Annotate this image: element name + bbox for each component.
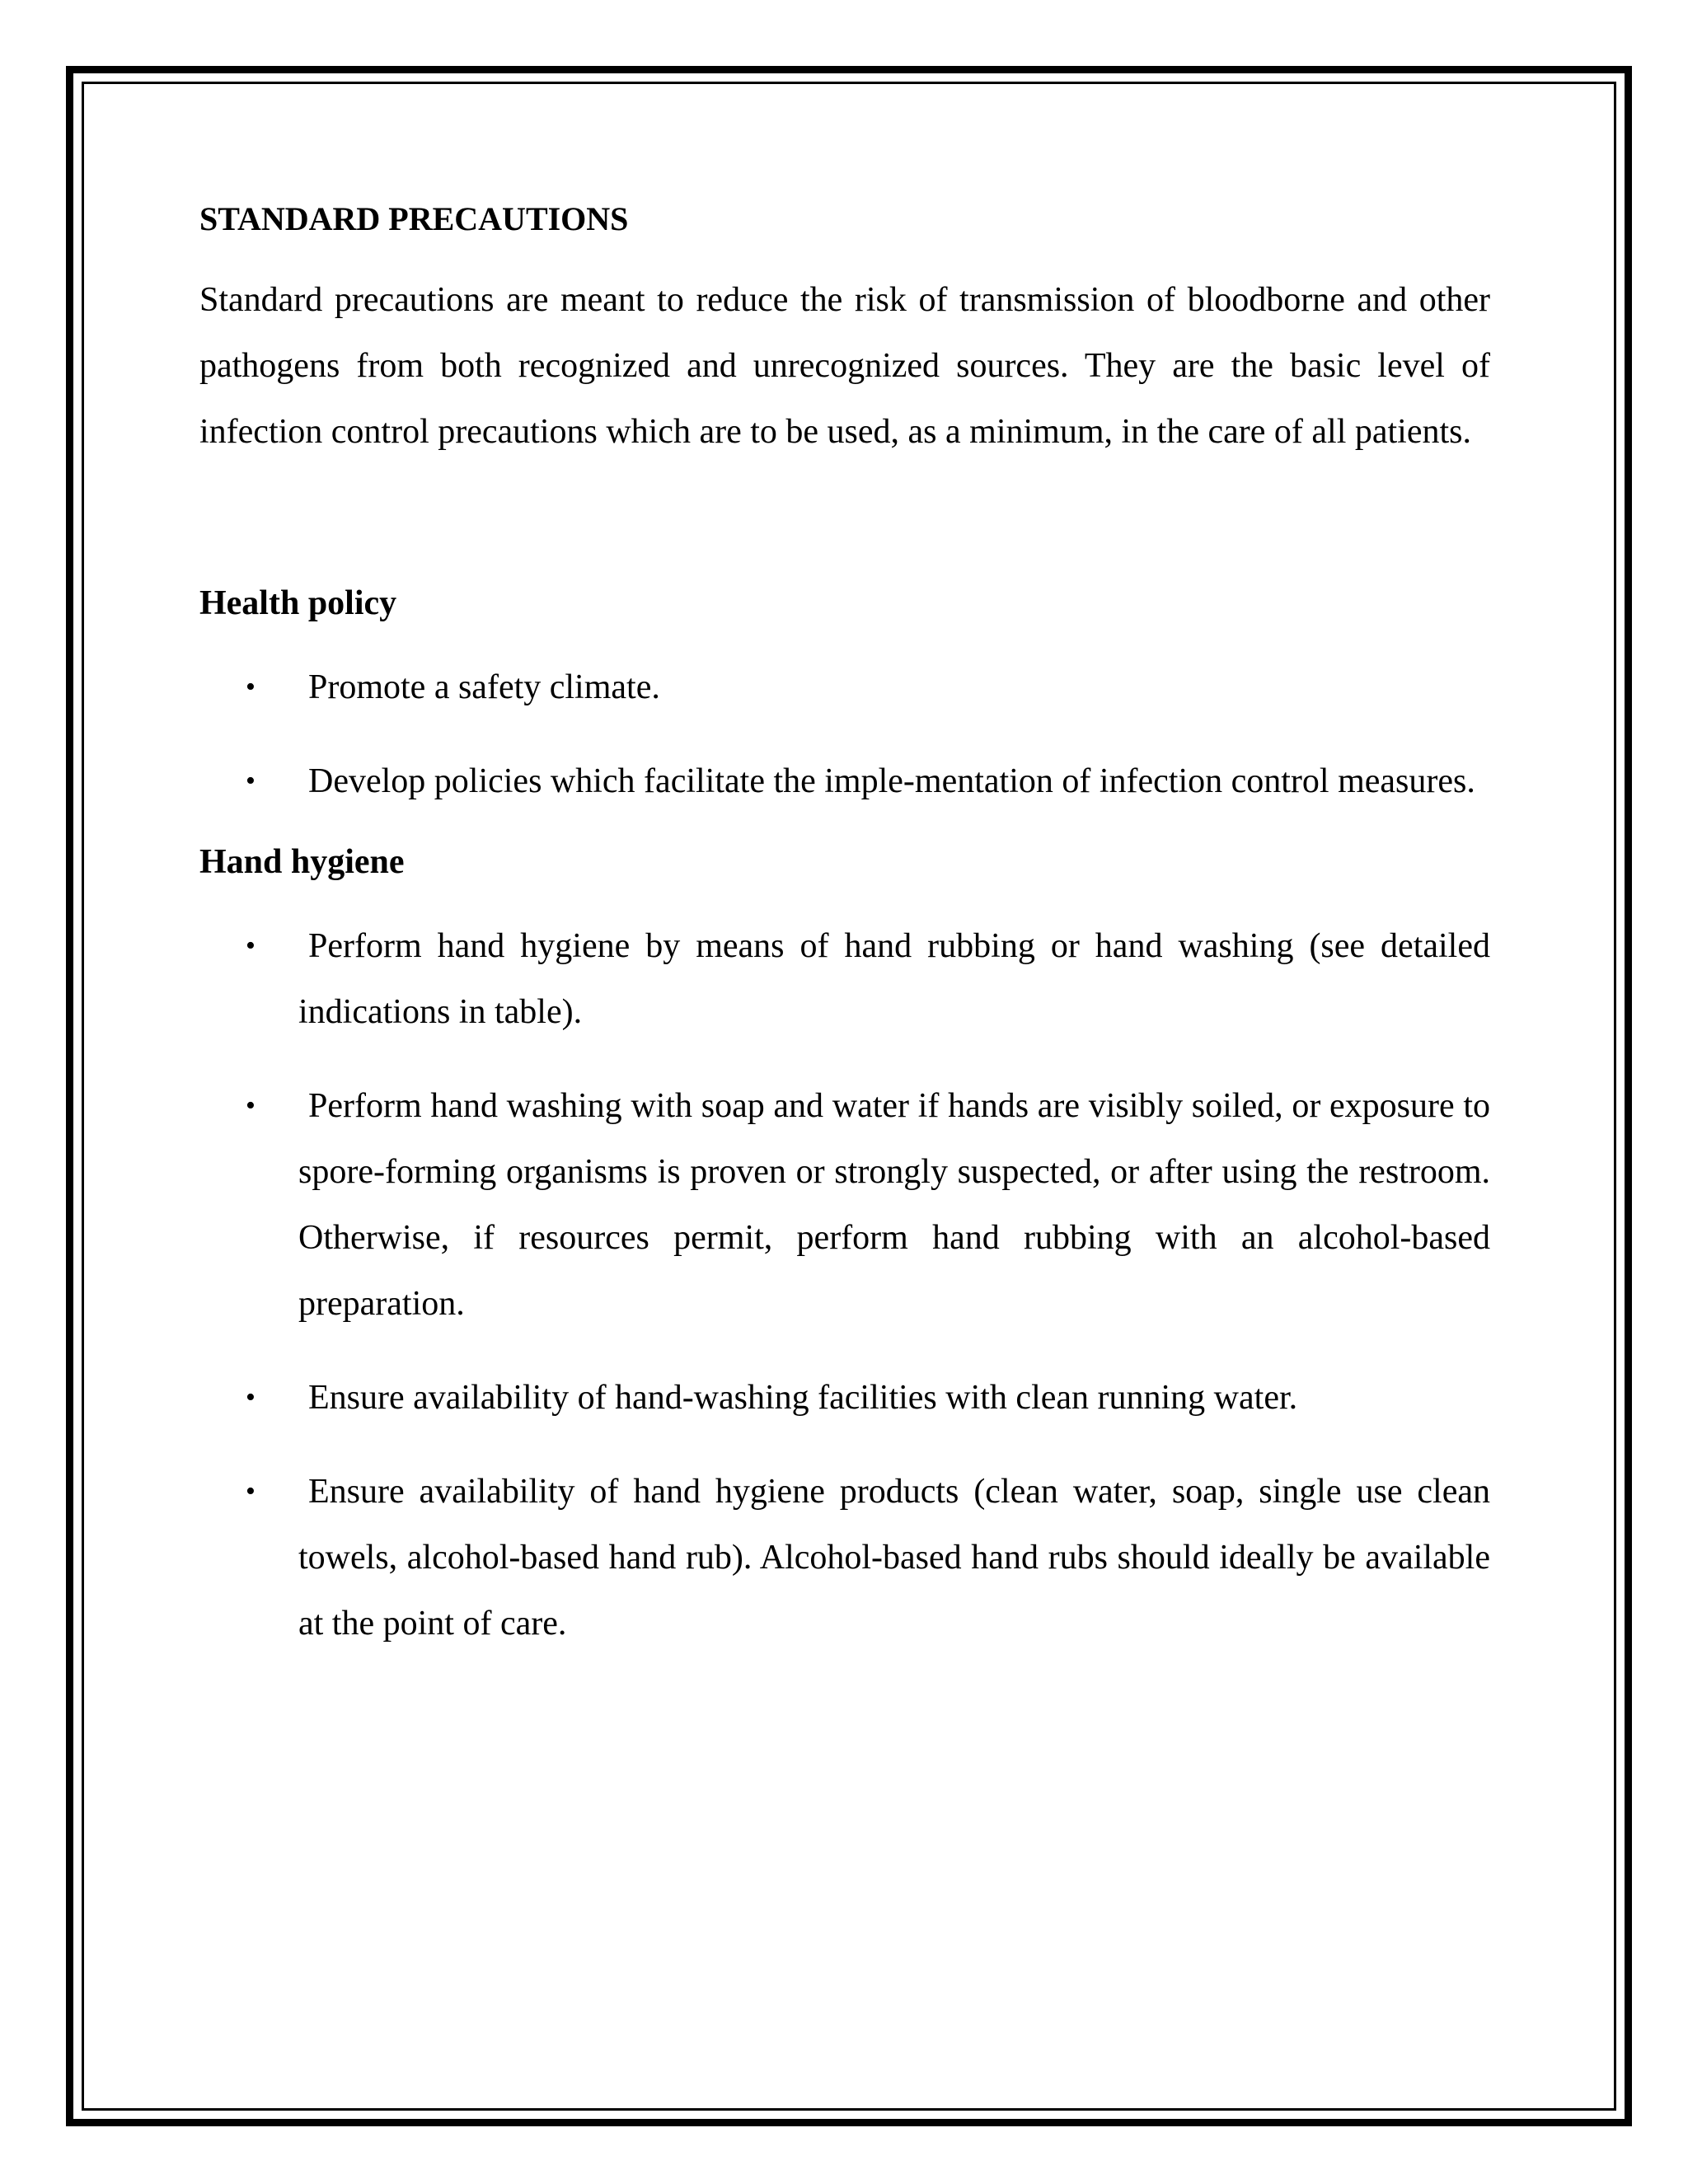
document-title: STANDARD PRECAUTIONS xyxy=(199,200,629,237)
list-item-text: Ensure availability of hand-washing facilities with clean running water. xyxy=(308,1379,1298,1417)
bullet-dot-icon: • xyxy=(246,766,256,796)
list-item xyxy=(199,1459,1490,1657)
list-item xyxy=(199,1073,1490,1337)
bullet-dot-icon: • xyxy=(246,1382,256,1413)
section-heading-health-policy: Health policy xyxy=(199,584,397,622)
bullet-dot-icon: • xyxy=(246,930,256,961)
list-item xyxy=(199,913,1490,1045)
health-policy-list xyxy=(199,654,1490,814)
list-item-text: Develop policies which facilitate the imple-mentation of infection control measures. xyxy=(308,762,1475,800)
section-heading-hand-hygiene: Hand hygiene xyxy=(199,843,405,881)
list-item-text: Ensure availability of hand hygiene products (clean water, soap, single use clean towels, alcohol-based hand rub). Alcohol-based hand rubs should ideally be available at the point of care. xyxy=(298,1473,1490,1643)
bullet-dot-icon: • xyxy=(246,1090,256,1121)
list-item-text: Promote a safety climate. xyxy=(308,668,660,706)
hand-hygiene-list xyxy=(199,913,1490,1657)
list-item xyxy=(199,654,1490,720)
list-item-text: Perform hand hygiene by means of hand rubbing or hand washing (see detailed indications in table). xyxy=(298,927,1490,1031)
bullet-dot-icon: • xyxy=(246,672,256,702)
list-item xyxy=(199,748,1490,814)
document-body xyxy=(199,194,1490,1657)
list-item xyxy=(199,1365,1490,1431)
list-item-text: Perform hand washing with soap and water if hands are visibly soiled, or exposure to spore-forming organisms is proven or strongly suspected, or after using the restroom. Otherwise, if resources permit, perform hand rubbing with an alcohol-based preparation. xyxy=(298,1087,1490,1323)
bullet-dot-icon: • xyxy=(246,1476,256,1507)
intro-paragraph: Standard precautions are meant to reduce the risk of transmission of bloodborne and other pathogens from both recognized and unrecognized sources. They are the basic level of infection control precautions which are to be used, as a minimum, in the care of all patients. xyxy=(199,281,1490,451)
